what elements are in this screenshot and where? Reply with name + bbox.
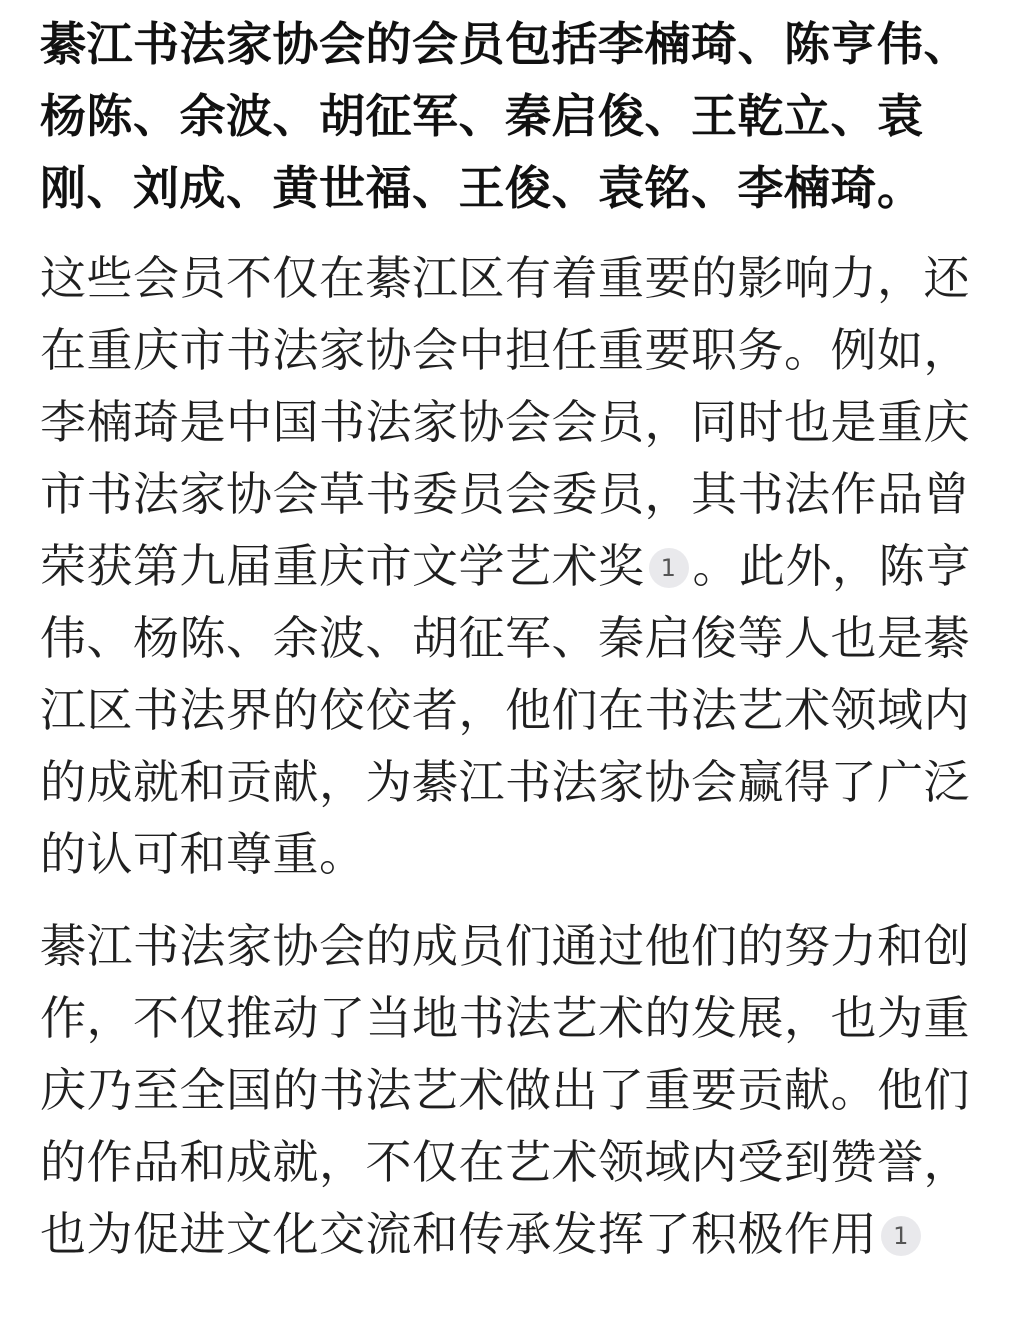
members-contribution-paragraph [40,910,1000,1270]
citation-badge[interactable]: 1 [881,1216,921,1256]
members-contribution-text: 綦江书法家协会的成员们通过他们的努力和创作，不仅推动了当地书法艺术的发展，也为重庆乃至全国的书法艺术做出了重要贡献。他们的作品和成就，不仅在艺术领域内受到赞誉，也为促进文化交流和传承发挥了积极作用 [40,919,970,1261]
citation-badge[interactable]: 1 [649,548,689,588]
members-list-paragraph [40,8,1000,224]
members-influence-paragraph [40,242,1000,890]
members-list-text: 綦江书法家协会的会员包括李楠琦、陈亨伟、杨陈、余波、胡征军、秦启俊、王乾立、袁刚、刘成、黄世福、王俊、袁铭、李楠琦。 [40,17,970,215]
members-influence-text: 这些会员不仅在綦江区有着重要的影响力，还在重庆市书法家协会中担任重要职务。例如，李楠琦是中国书法家协会会员，同时也是重庆市书法家协会草书委员会委员，其书法作品曾荣获第九届重庆市文学艺术奖 [40,251,970,593]
members-influence-text-continued: 。此外，陈亨伟、杨陈、余波、胡征军、秦启俊等人也是綦江区书法界的佼佼者，他们在书法艺术领域内的成就和贡献，为綦江书法家协会赢得了广泛的认可和尊重。 [40,539,972,881]
